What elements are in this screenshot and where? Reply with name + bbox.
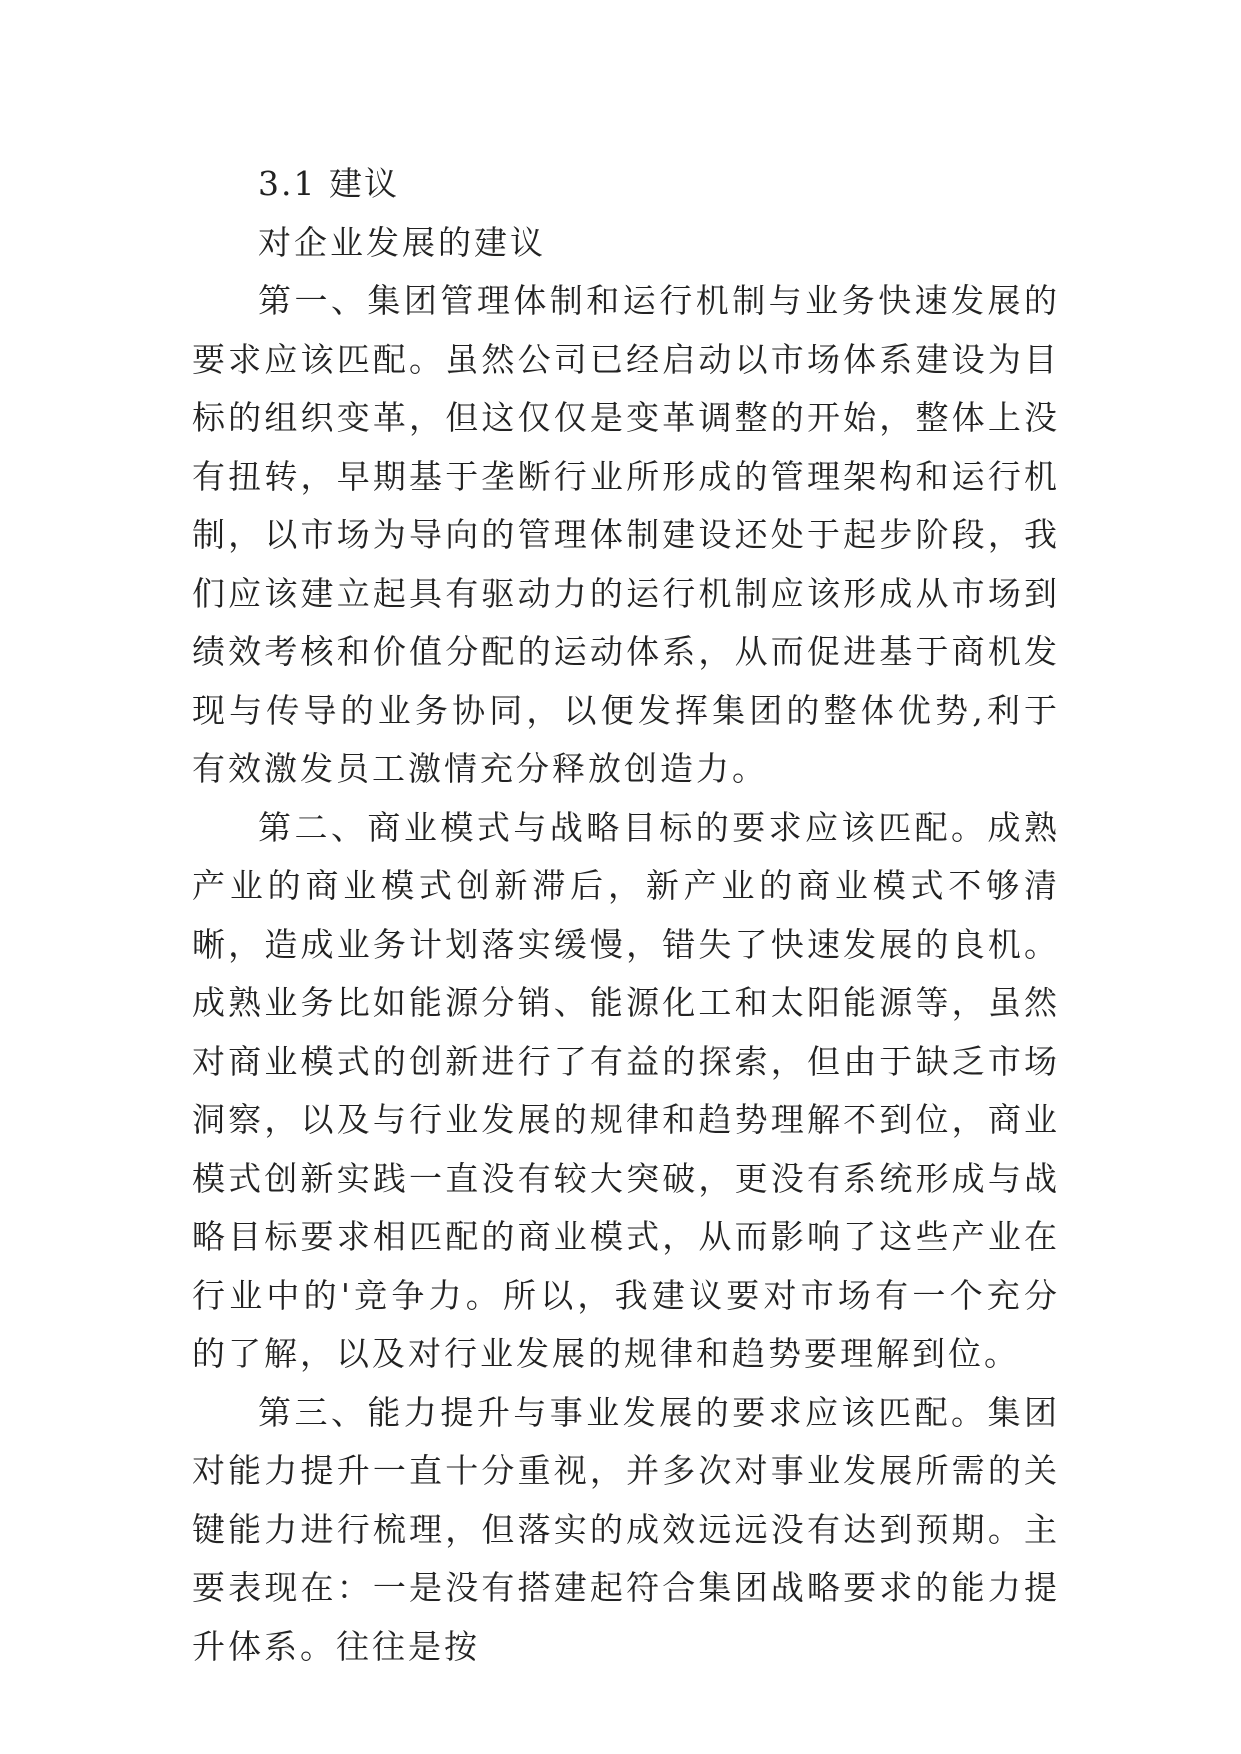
paragraph-2: 第二、商业模式与战略目标的要求应该匹配。成熟产业的商业模式创新滞后，新产业的商业模式不够清晰，造成业务计划落实缓慢，错失了快速发展的良机。成熟业务比如能源分销、能源化工和太阳能源等，虽然对商业模式的创新进行了有益的探索，但由于缺乏市场洞察，以及与行业发展的规律和趋势理解不到位，商业模式创新实践一直没有较大突破，更没有系统形成与战略目标要求相匹配的商业模式，从而影响了这些产业在行业中的'竞争力。所以，我建议要对市场有一个充分的了解，以及对行业发展的规律和趋势要理解到位。 (192, 807, 1060, 1373)
document-body (192, 155, 1060, 1676)
section-heading: 3.1 建议 (258, 164, 399, 203)
subheading: 对企业发展的建议 (258, 222, 546, 262)
paragraph-3: 第三、能力提升与事业发展的要求应该匹配。集团对能力提升一直十分重视，并多次对事业发展所需的关键能力进行梳理，但落实的成效远远没有达到预期。主要表现在：一是没有搭建起符合集团战略要求的能力提升体系。往往是按 (192, 1392, 1060, 1666)
paragraph-1: 第一、集团管理体制和运行机制与业务快速发展的要求应该匹配。虽然公司已经启动以市场体系建设为目标的组织变革，但这仅仅是变革调整的开始，整体上没有扭转，早期基于垄断行业所形成的管理架构和运行机制，以市场为导向的管理体制建设还处于起步阶段，我们应该建立起具有驱动力的运行机制应该形成从市场到绩效考核和价值分配的运动体系，从而促进基于商机发现与传导的业务协同，以便发挥集团的整体优势,利于有效激发员工激情充分释放创造力。 (192, 281, 1060, 788)
